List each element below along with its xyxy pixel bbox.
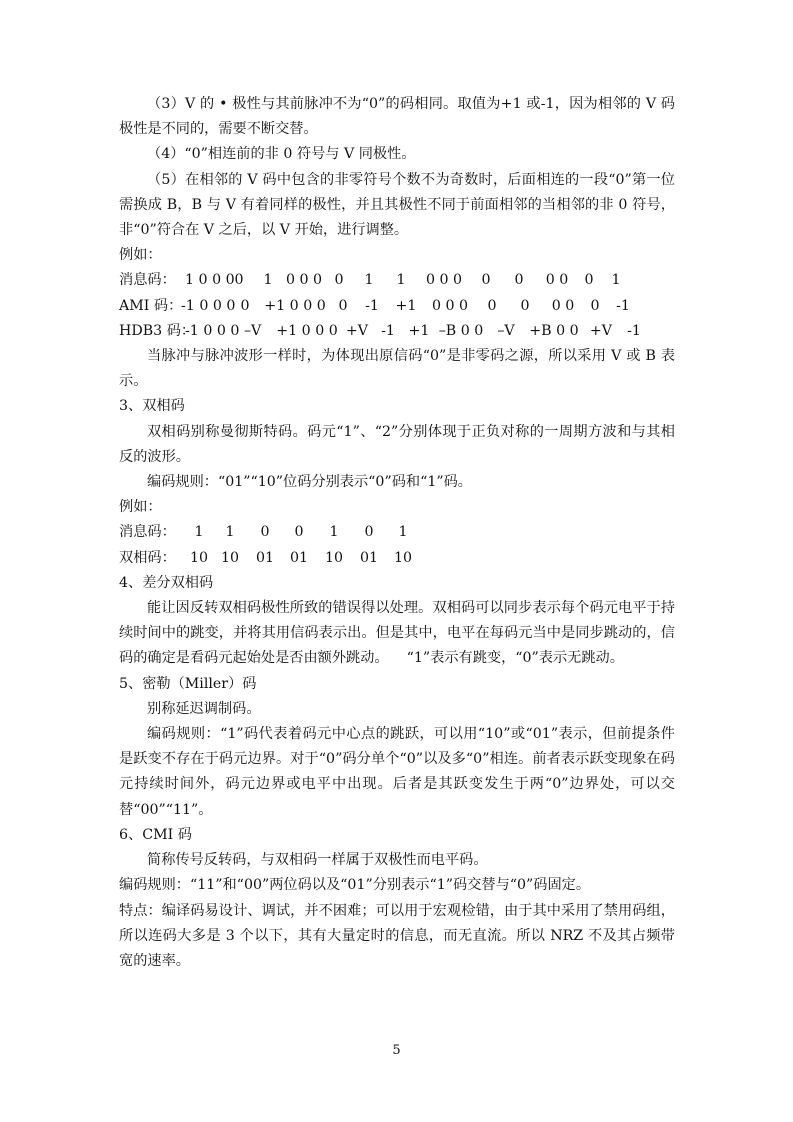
row-label: 消息码： <box>119 524 176 541</box>
paragraph-cmi-features: 特点：编译码易设计、调试，并不困难；可以用于宏观检错，由于其中采用了禁用码组，所以连码大多是 3 个以下，其有大量定时的信息，而无直流。所以 NRZ 不及其占频带宽的速率。 <box>119 902 675 969</box>
example1-hdb3-row <box>119 319 675 344</box>
code-cell: 0 <box>240 297 250 314</box>
paragraph-manchester: 双相码别称曼彻斯特码。码元“1”、“2”分别体现于正负对称的一周期方波和与其相反的波形。 <box>119 423 675 465</box>
code-cell: 10 <box>324 549 344 566</box>
code-cell: 0 <box>338 297 348 314</box>
row-label: 双相码： <box>119 549 176 566</box>
example2-biphase-row <box>119 546 675 571</box>
heading-differential-biphase: 4、差分双相码 <box>119 574 214 591</box>
code-cell: 1 <box>225 524 235 541</box>
code-cell: 01 <box>255 549 275 566</box>
row-label: 消息码： <box>119 272 176 289</box>
code-cell: 0 0 <box>551 297 575 314</box>
code-cell: +V <box>589 322 613 339</box>
code-cell: 0 <box>590 297 600 314</box>
code-cell: 1 <box>396 272 406 289</box>
paragraph-cmi-alias: 简称传号反转码，与双相码一样属于双极性而电平码。 <box>147 852 488 869</box>
code-cell: 0 <box>514 272 524 289</box>
code-cell: –V <box>497 322 515 339</box>
code-cell: 0 <box>520 297 530 314</box>
paragraph-v-b-reason: 当脉冲与脉冲波形一样时，为体现出原信码“0”是非零码之源，所以采用 V 或 B 表示。 <box>119 348 675 390</box>
code-cell: +1 0 0 0 <box>264 297 326 314</box>
code-cell: 0 <box>487 297 497 314</box>
code-cell: 1 <box>263 272 273 289</box>
example-label: 例如： <box>119 499 162 516</box>
example1-ami-row <box>119 294 675 319</box>
code-cell: 0 <box>234 272 244 289</box>
code-cell: 0 <box>584 272 594 289</box>
code-cell: -1 <box>627 322 641 339</box>
code-cell: -1 0 0 0 –V <box>185 322 262 339</box>
code-cell: 10 <box>393 549 413 566</box>
code-cell: 0 <box>364 524 374 541</box>
code-cell: 0 <box>481 272 491 289</box>
heading-miller: 5、密勒（Miller）码 <box>119 675 257 692</box>
code-cell: 01 <box>289 549 309 566</box>
code-cell: 0 0 <box>545 272 569 289</box>
code-cell: 10 <box>220 549 240 566</box>
paragraph-cmi-rule: 编码规则：“11”和“00”两位码以及“01”分别表示“1”码交替与“0”码固定。 <box>119 877 591 894</box>
code-cell: +1 0 0 0 <box>276 322 338 339</box>
code-cell: -1 <box>616 297 630 314</box>
heading-cmi: 6、CMI 码 <box>119 826 192 843</box>
row-label: AMI 码： <box>119 297 183 314</box>
paragraph-biphase-rule: 编码规则：“01”“10”位码分别表示“0”码和“1”码。 <box>147 474 472 491</box>
example1-message-row <box>119 268 675 293</box>
code-cell: 1 0 0 0 <box>185 272 235 289</box>
paragraph-zero-nonzero: （4）“0”相连前的非 0 符号与 V 同极性。 <box>147 146 416 163</box>
code-cell: +1 <box>395 297 417 314</box>
code-cell: 0 0 0 <box>431 297 469 314</box>
code-cell: 1 <box>329 524 339 541</box>
code-cell: +1 <box>408 322 430 339</box>
code-cell: 1 <box>364 272 374 289</box>
code-cell: 1 <box>611 272 621 289</box>
code-cell: 0 0 0 <box>425 272 463 289</box>
code-cell: 1 <box>398 524 408 541</box>
code-cell: -1 <box>365 297 379 314</box>
page-number: 5 <box>392 1043 401 1058</box>
code-cell: 10 <box>189 549 209 566</box>
row-label: HDB3 码： <box>119 322 196 339</box>
heading-biphase: 3、双相码 <box>119 398 185 415</box>
paragraph-b-replacement: （5）在相邻的 V 码中包含的非零符号个数不为奇数时，后面相连的一段“0”第一位需换成 B，B 与 V 有着同样的极性，并且其极性不同于前面相邻的当相邻的非 0 符号，非“0”符合在 V 之后，以 V 开始，进行调整。 <box>119 171 675 239</box>
example-label: 例如： <box>119 247 162 264</box>
code-cell: +V <box>345 322 369 339</box>
code-cell: 01 <box>359 549 379 566</box>
paragraph-differential-biphase: 能让因反转双相码极性所致的错误得以处理。双相码可以同步表示每个码元电平于持续时间中的跳变，并将其用信码表示出。但是其中，电平在每码元当中是同步跳动的，信码的确定是看码元起始处是否由额外跳动。 “1”表示有跳变，“0”表示无跳动。 <box>119 600 675 667</box>
paragraph-miller-alias: 别称延迟调制码。 <box>147 700 261 717</box>
code-cell: 0 <box>260 524 270 541</box>
example2-message-row <box>119 520 675 545</box>
code-cell: -1 <box>381 322 395 339</box>
code-cell: –B 0 0 <box>438 322 484 339</box>
code-cell: -1 0 0 0 <box>181 297 236 314</box>
code-cell: 0 0 0 <box>285 272 323 289</box>
code-cell: 1 <box>194 524 204 541</box>
paragraph-v-polarity: （3）V 的 • 极性与其前脉冲不为“0”的码相同。取值为+1 或-1，因为相邻的 V 码极性是不同的，需要不断交替。 <box>119 96 675 138</box>
code-cell: +B 0 0 <box>529 322 579 339</box>
code-cell: 0 <box>334 272 344 289</box>
paragraph-miller-rule: 编码规则：“1”码代表着码元中心点的跳跃，可以用“10”或“01”表示，但前提条件是跃变不存在于码元边界。对于“0”码分单个“0”以及多“0”相连。前者表示跃变现象在码元持续时间外，码元边界或电平中出现。后者是其跃变发生于两“0”边界处，可以交替“00”“11”。 <box>119 726 675 818</box>
document-page <box>119 92 675 974</box>
code-cell: 0 <box>294 524 304 541</box>
